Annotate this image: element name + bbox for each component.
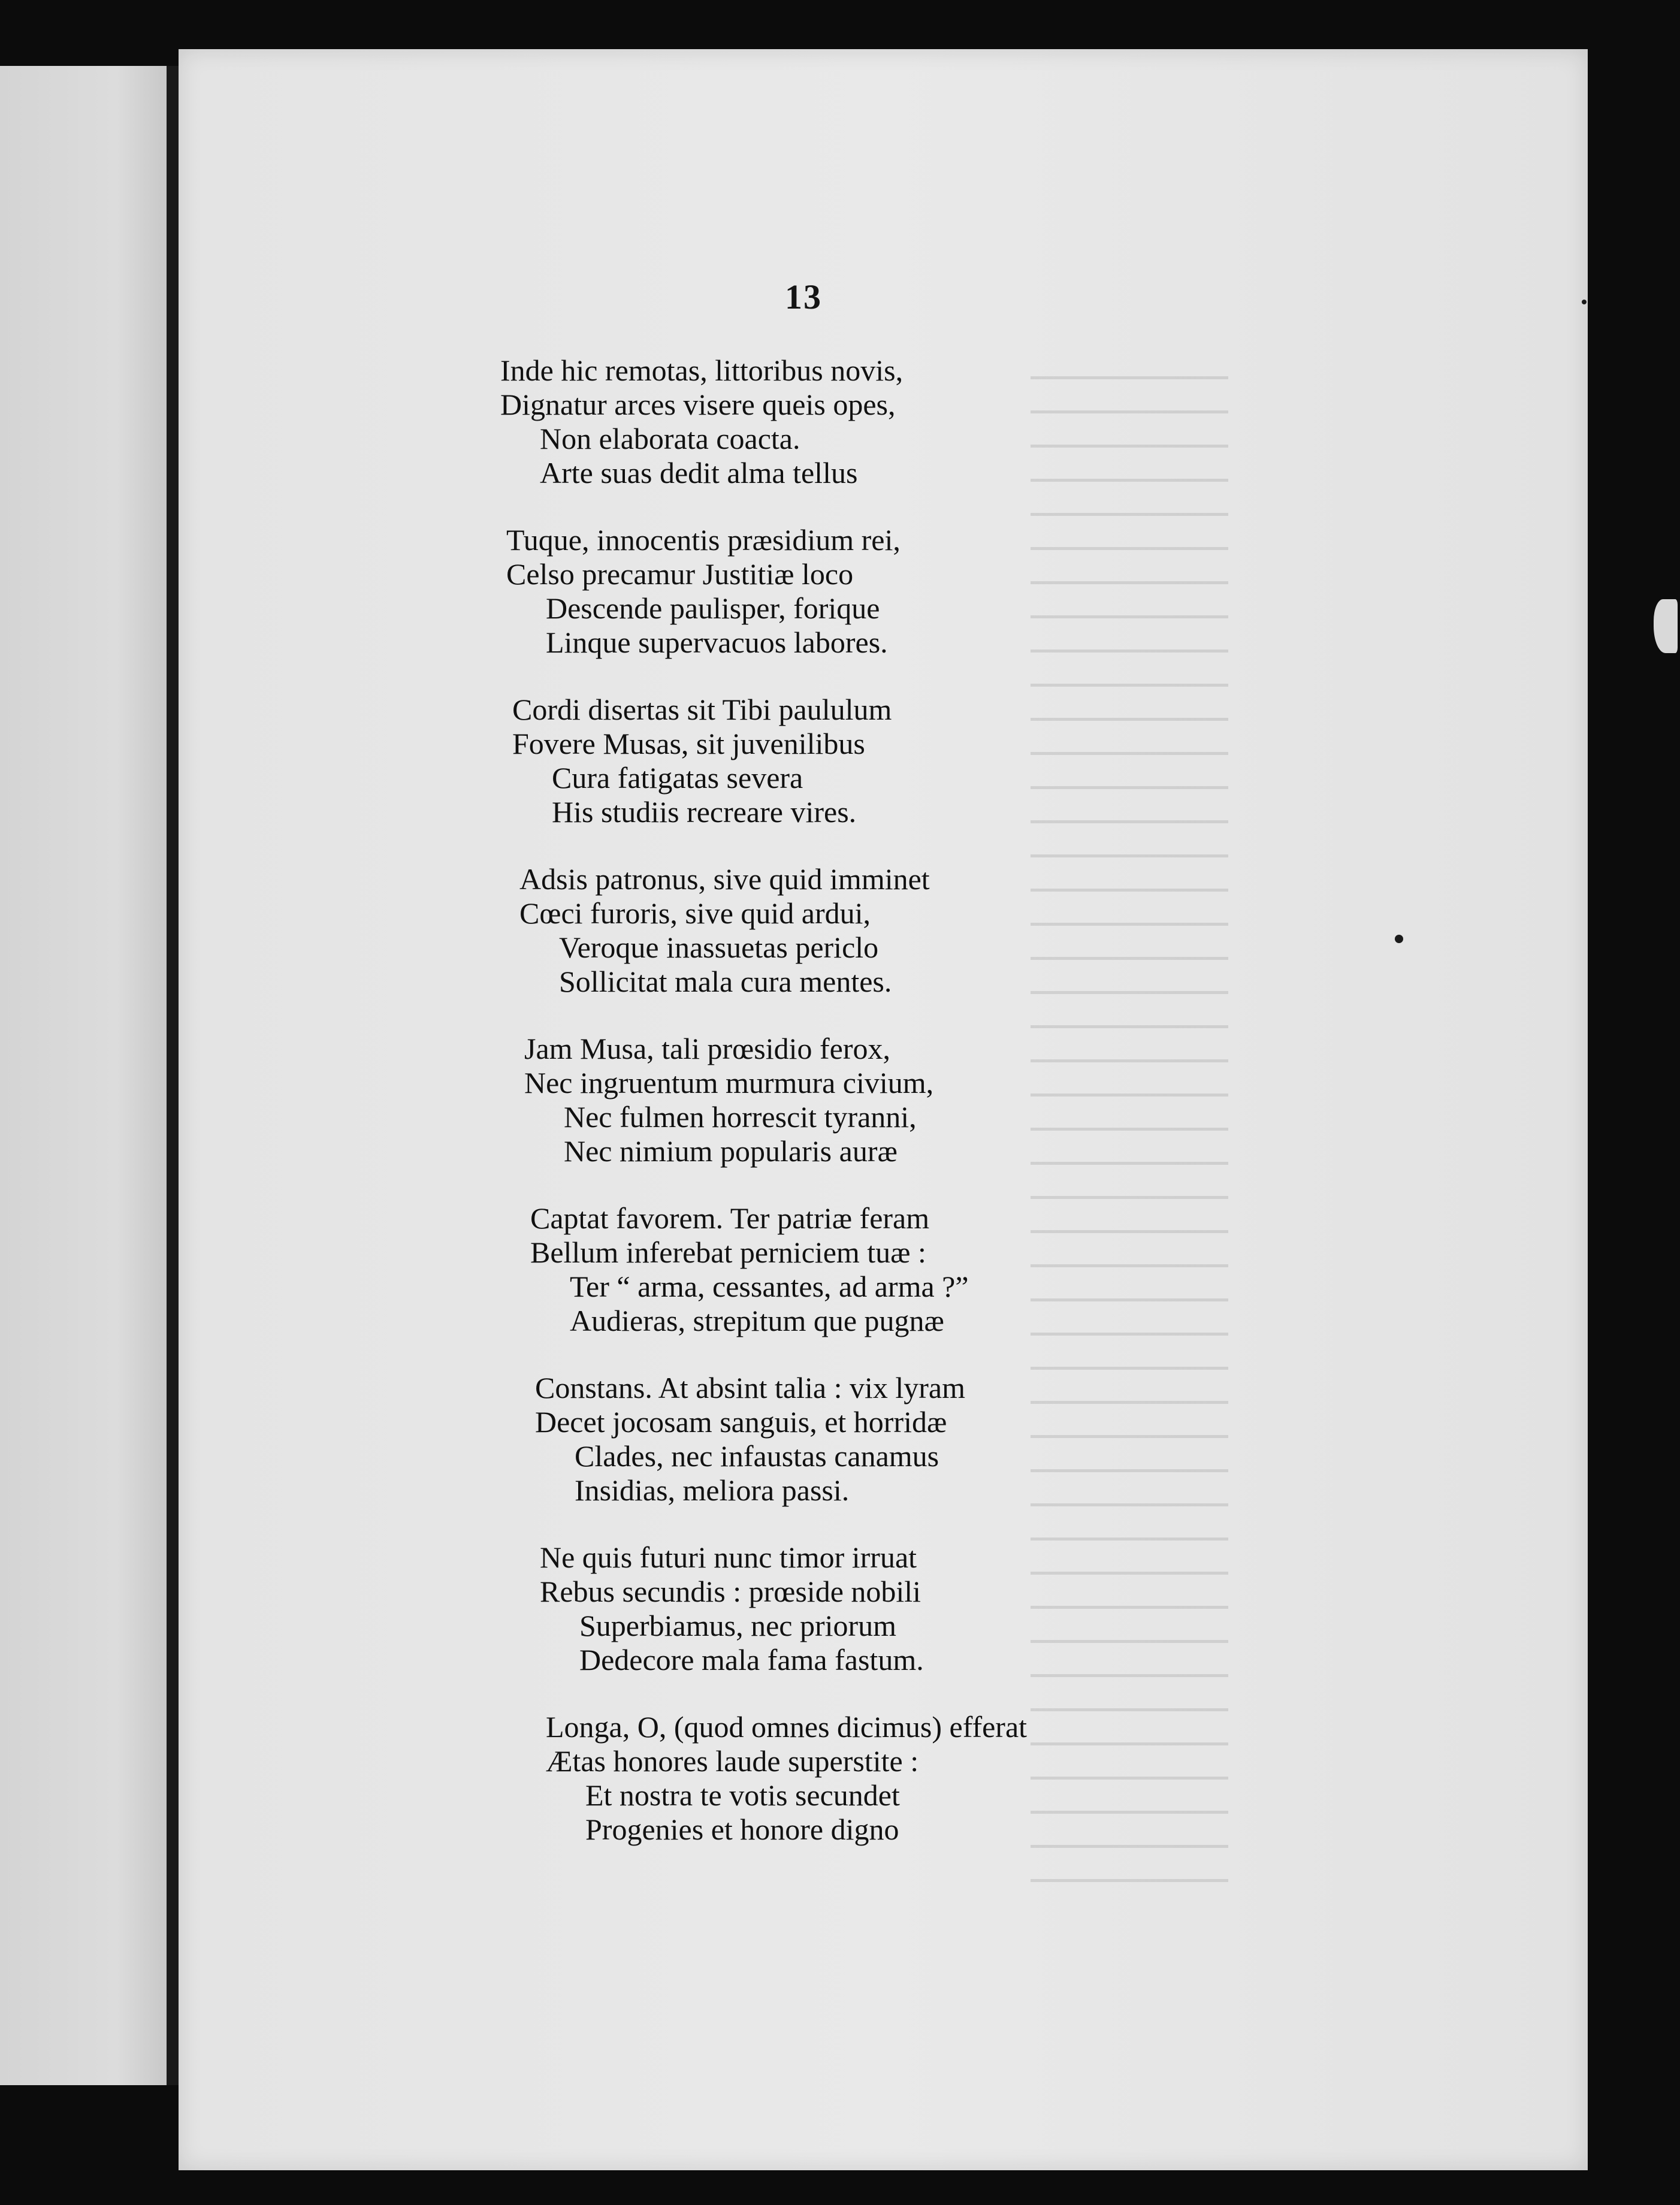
verse-line: Non elaborata coacta.	[540, 422, 800, 455]
verse-line: Fovere Musas, sit juvenilibus	[512, 727, 865, 760]
verse-line: Clades, nec infaustas canamus	[575, 1439, 939, 1473]
scan-artifact	[1654, 599, 1678, 653]
verse-line: Jam Musa, tali prœsidio ferox,	[524, 1032, 891, 1065]
verse-line: Ter “ arma, cessantes, ad arma ?”	[570, 1270, 969, 1303]
verse-line: Nec fulmen horrescit tyranni,	[564, 1100, 917, 1134]
verse-line: Ne quis futuri nunc timor irruat	[540, 1541, 917, 1574]
stanza	[540, 1541, 1315, 1677]
stanza	[512, 693, 1315, 829]
ink-speck	[1395, 935, 1403, 943]
verse-line: Cœci furoris, sive quid ardui,	[519, 896, 871, 930]
verse-line: Insidias, meliora passi.	[575, 1473, 850, 1507]
verse-line: Cura fatigatas severa	[552, 761, 803, 795]
stanza	[535, 1371, 1315, 1508]
verse-line: Descende paulisper, forique	[546, 591, 880, 625]
verse-line: Captat favorem. Ter patriæ feram	[530, 1201, 930, 1235]
verse-line: Constans. At absint talia : vix lyram	[535, 1371, 965, 1404]
verse-line: Nec nimium popularis auræ	[564, 1134, 898, 1168]
verse-line: Bellum inferebat perniciem tuæ :	[530, 1236, 926, 1269]
verse-line: Adsis patronus, sive quid imminet	[519, 862, 930, 896]
verse-line: Linque supervacuos labores.	[546, 626, 888, 659]
verse-line: His studiis recreare vires.	[552, 795, 857, 829]
verse-line: Nec ingruentum murmura civium,	[524, 1066, 934, 1100]
verse-line: Superbiamus, nec priorum	[579, 1609, 897, 1642]
verse-line: Tuque, innocentis præsidium rei,	[506, 523, 901, 557]
stanza	[506, 523, 1315, 660]
verse-line: Arte suas dedit alma tellus	[540, 456, 858, 490]
stanza	[519, 862, 1315, 999]
stanza	[500, 354, 1315, 490]
stanza	[546, 1710, 1315, 1847]
facing-page-edge	[0, 66, 167, 2085]
poem-body	[500, 354, 1315, 1847]
verse-line: Audieras, strepitum que pugnæ	[570, 1304, 944, 1337]
verse-line: Dignatur arces visere queis opes,	[500, 388, 896, 421]
ink-speck	[1582, 300, 1587, 304]
verse-line: Dedecore mala fama fastum.	[579, 1643, 924, 1677]
stanza	[530, 1201, 1315, 1338]
verse-line: Cordi disertas sit Tibi paululum	[512, 693, 892, 726]
stanza	[524, 1032, 1315, 1168]
book-gutter	[167, 66, 179, 2085]
verse-line: Et nostra te votis secundet	[585, 1778, 900, 1812]
verse-line: Progenies et honore digno	[585, 1813, 899, 1846]
verse-line: Decet jocosam sanguis, et horridæ	[535, 1405, 947, 1439]
verse-line: Veroque inassuetas periclo	[559, 931, 879, 964]
verse-line: Inde hic remotas, littoribus novis,	[500, 354, 904, 387]
verse-line: Rebus secundis : prœside nobili	[540, 1575, 921, 1608]
verse-line: Ætas honores laude superstite :	[546, 1744, 919, 1778]
verse-line: Sollicitat mala cura mentes.	[559, 965, 892, 998]
verse-line: Longa, O, (quod omnes dicimus) efferat	[546, 1710, 1028, 1744]
scan-border	[1588, 36, 1680, 2205]
page-number: 13	[785, 277, 822, 316]
verse-line: Celso precamur Justitiæ loco	[506, 557, 854, 591]
